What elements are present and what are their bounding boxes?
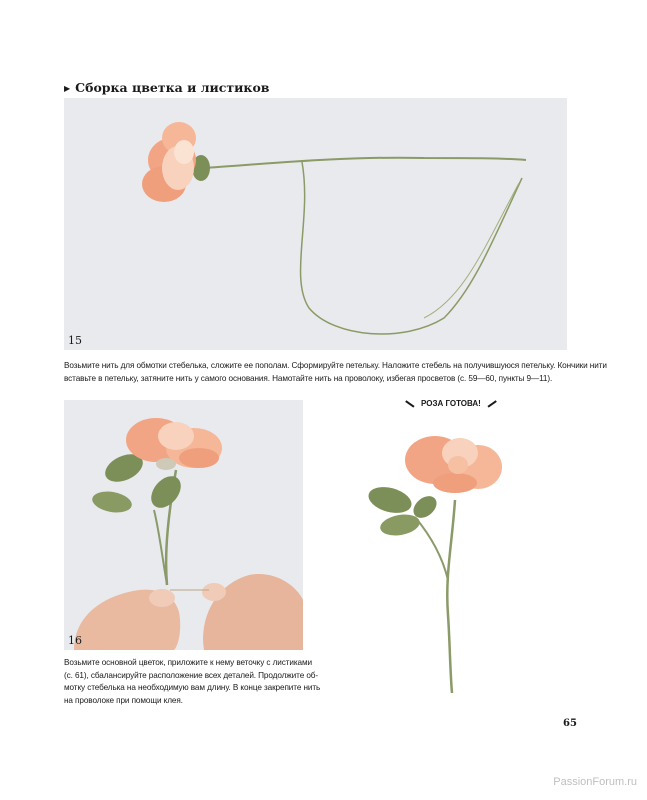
watermark: PassionForum.ru [553,776,637,788]
caption-line: мотку стебелька на необходимую вам длину. В конце закрепите нить [64,683,321,692]
step-15-caption [64,360,607,385]
flower-wire-illustration [64,98,567,350]
step-16-photo [64,400,303,650]
rose-ready-text: РОЗА ГОТОВА! [421,399,481,408]
slash-mark [487,400,496,407]
rose-ready-label [405,399,497,408]
step-15-photo [64,98,567,350]
triangle-right-icon: ▶ [64,82,71,93]
section-heading-text: Сборка цветка и листиков [75,80,270,95]
finished-rose-illustration [360,425,520,700]
caption-line: (с. 61), сбалансируйте расположение всех деталей. Продолжите об- [64,670,318,680]
caption-line: Возьмите основной цветок, приложите к нему веточку с листиками [64,658,312,667]
page-number: 65 [563,718,577,729]
caption-line: Возьмите нить для обмотки стебелька, сложите ее пополам. Сформируйте петельку. Наложите стебель на получившуюся петельку. Кончики нити [64,361,607,370]
step-16-caption [64,657,321,707]
step-number: 15 [68,334,82,347]
hands-flower-illustration [64,400,303,650]
slash-mark [405,400,414,407]
step-number: 16 [68,634,82,647]
section-heading [64,80,269,95]
caption-line: вставьте в петельку, затяните нить у самого основания. Намотайте нить на проволоку, избегая просветов (с. 59—60, пункты 9—11). [64,373,553,383]
caption-line: на проволоке при помощи клея. [64,695,183,705]
